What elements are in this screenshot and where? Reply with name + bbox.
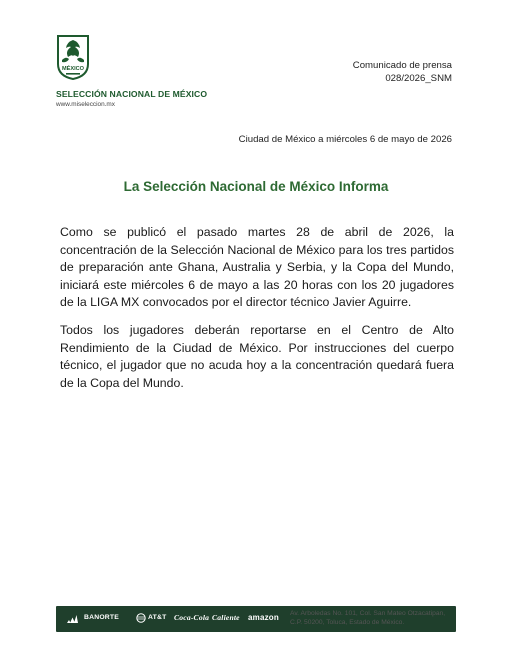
document-title: La Selección Nacional de México Informa [123, 179, 389, 194]
mexico-crest-icon [56, 34, 90, 80]
paragraph-2: Todos los jugadores deberán reportarse en el Centro de Alto Rendimiento de la Ciudad de México. Por instrucciones del cuerpo técnico, el jugador que no acuda hoy a la concentración quedará fuera de la Copa del Mundo. [60, 323, 454, 390]
brand-url[interactable]: www.miseleccion.mx [56, 101, 115, 108]
press-release-id [353, 59, 452, 85]
press-number: 028/2026_SNM [385, 73, 452, 84]
brand-name: SELECCIÓN NACIONAL DE MÉXICO [56, 89, 208, 99]
sponsor-caliente: Caliente [212, 613, 240, 622]
adidas-icon [66, 614, 78, 624]
address-line-2: C.P. 50200, Toluca, Estado de México. [290, 619, 405, 627]
sponsor-cocacola: Coca-Cola [174, 613, 210, 622]
paragraph-1: Como se publicó el pasado martes 28 de abril de 2026, la concentración de la Selección Nacional de México para los tres partidos de preparación ante Ghana, Australia y Serbia, y la Copa del Mundo, iniciará este miércoles 6 de mayo a las 20 horas con los 20 jugadores de la LIGA MX convocados por el director técnico Javier Aguirre. [60, 225, 454, 310]
press-label: Comunicado de prensa [352, 60, 452, 71]
footer-address [290, 609, 445, 628]
date-line: Ciudad de México a miércoles 6 de mayo de 2026 [238, 134, 452, 145]
sponsor-att: AT&T [148, 614, 167, 621]
att-globe-icon [136, 613, 146, 623]
sponsor-banorte: BANORTE [84, 614, 120, 621]
logo-label: MÉXICO [61, 66, 85, 72]
sponsor-amazon: amazon [248, 613, 279, 622]
address-line-1: Av. Arboledas No. 101, Col. San Mateo Otzacatipan, [290, 610, 446, 617]
